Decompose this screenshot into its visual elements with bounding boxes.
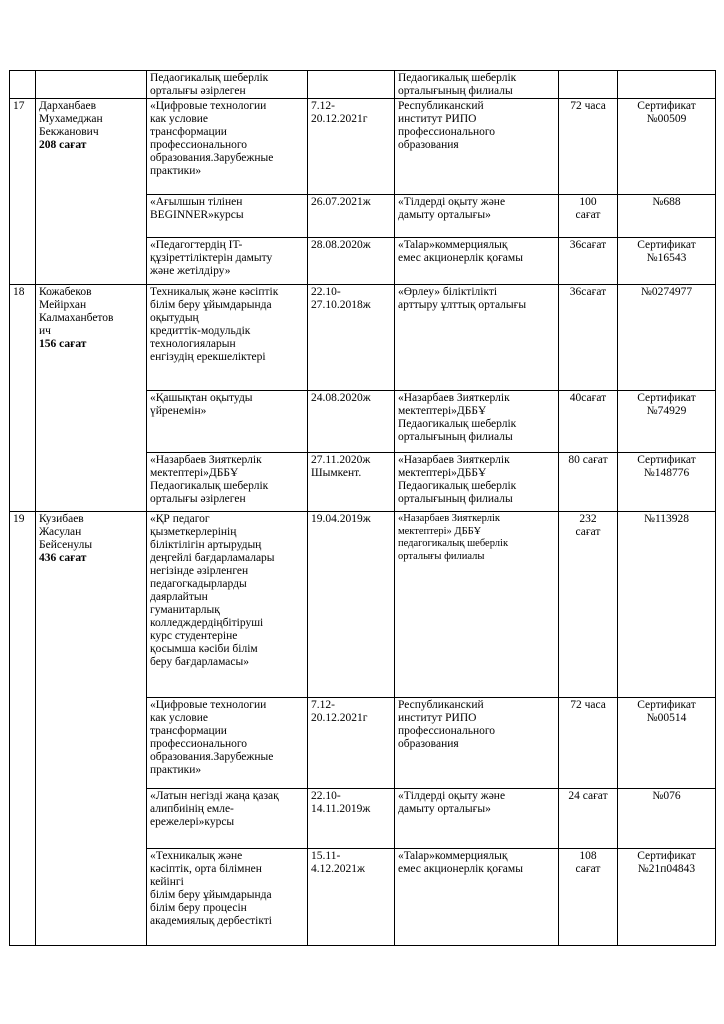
table-row [10, 285, 716, 391]
document-cell: Сертификат №21п04843 [618, 849, 716, 946]
hours-cell: 72 часа [559, 99, 618, 195]
organization-cell: «Назарбаев Зияткерлік мектептері» ДББҰ педагогикалық шеберлік орталығы филиалы [395, 512, 559, 698]
date-cell: 24.08.2020ж [308, 391, 395, 453]
document-cell: №688 [618, 195, 716, 238]
number-cell: 17 [10, 99, 36, 285]
date-cell: 7.12- 20.12.2021г [308, 698, 395, 789]
course-topic-cell: «Техникалық және кәсіптік, орта білімнен кейінгі білім беру ұйымдарында білім беру процесін академиялық дербестікті [147, 849, 308, 946]
hours-cell: 24 сағат [559, 789, 618, 849]
hours-cell [559, 71, 618, 99]
course-topic-cell: Педаогикалық шеберлік орталығы әзірлеген [147, 71, 308, 99]
date-cell: 19.04.2019ж [308, 512, 395, 698]
date-cell: 7.12- 20.12.2021г [308, 99, 395, 195]
number-cell [10, 71, 36, 99]
document-cell: Сертификат №16543 [618, 238, 716, 285]
hours-cell: 36сағат [559, 238, 618, 285]
total-hours: 156 сағат [39, 338, 87, 350]
hours-cell: 80 сағат [559, 453, 618, 512]
date-cell: 28.08.2020ж [308, 238, 395, 285]
hours-cell: 40сағат [559, 391, 618, 453]
date-cell: 22.10- 27.10.2018ж [308, 285, 395, 391]
hours-cell: 100 сағат [559, 195, 618, 238]
course-topic-cell: Техникалық және кәсіптік білім беру ұйымдарында оқытудың кредиттік-модульдік технологияларын енгізудің ерекшеліктері [147, 285, 308, 391]
table-row [10, 512, 716, 698]
course-topic-cell: «Назарбаев Зияткерлік мектептері»ДББҰ Педаогикалық шеберлік орталығы әзірлеген [147, 453, 308, 512]
name-cell [36, 71, 147, 99]
document-cell: Сертификат №148776 [618, 453, 716, 512]
date-cell: 22.10- 14.11.2019ж [308, 789, 395, 849]
course-topic-cell: «ҚР педагог қызметкерлерінің біліктілігін артырудың деңгейлі бағдарламалары негізінде әзірленген педагогкадырларды даярлайтын гуманитарлық колледждердіңбітіруші курс студентеріне қосымша кәсіби білім беру бағдарламасы» [147, 512, 308, 698]
course-topic-cell: «Цифровые технологии как условие трансформации профессионального образования.Зарубежные практики» [147, 99, 308, 195]
hours-cell: 232 сағат [559, 512, 618, 698]
date-cell [308, 71, 395, 99]
organization-cell: «Өрлеу» біліктілікті арттыру ұлттық орталығы [395, 285, 559, 391]
organization-cell: «Тілдерді оқыту және дамыту орталығы» [395, 789, 559, 849]
document-cell: №113928 [618, 512, 716, 698]
course-topic-cell: «Ағылшын тілінен BEGINNER»курсы [147, 195, 308, 238]
course-topic-cell: «Латын негізді жаңа қазақ алипбиінің емле- ережелері»курсы [147, 789, 308, 849]
document-cell: №0274977 [618, 285, 716, 391]
table-row [10, 71, 716, 99]
hours-cell: 36сағат [559, 285, 618, 391]
name-cell: Кожабеков Мейірхан Калмаханбетов ич 156 сағат [36, 285, 147, 512]
organization-cell: Республиканский институт РИПО профессионального образования [395, 698, 559, 789]
course-topic-cell: «Педагогтердің IT- құзіреттіліктерін дамыту және жетілдіру» [147, 238, 308, 285]
document-cell: Сертификат №74929 [618, 391, 716, 453]
name-cell: Кузибаев Жасулан Бейсенулы 436 сағат [36, 512, 147, 946]
organization-cell: «Talap»коммерциялық емес акционерлік қоғамы [395, 238, 559, 285]
organization-cell: Педаогикалық шеберлік орталығының филиалы [395, 71, 559, 99]
table-row [10, 99, 716, 195]
hours-cell: 72 часа [559, 698, 618, 789]
organization-cell: «Назарбаев Зияткерлік мектептері»ДББҰ Педаогикалық шеберлік орталығының филиалы [395, 391, 559, 453]
organization-cell: Республиканский институт РИПО профессионального образования [395, 99, 559, 195]
number-cell: 19 [10, 512, 36, 946]
document-cell [618, 71, 716, 99]
organization-cell: «Talap»коммерциялық емес акционерлік қоғамы [395, 849, 559, 946]
document-cell: Сертификат №00514 [618, 698, 716, 789]
date-cell: 15.11- 4.12.2021ж [308, 849, 395, 946]
name-cell: Дарханбаев Мухамеджан Бекжанович 208 сағат [36, 99, 147, 285]
document-cell: №076 [618, 789, 716, 849]
course-topic-cell: «Цифровые технологии как условие трансформации профессионального образования.Зарубежные практики» [147, 698, 308, 789]
hours-cell: 108 сағат [559, 849, 618, 946]
total-hours: 208 сағат [39, 139, 87, 151]
course-topic-cell: «Қашықтан оқытуды үйренемін» [147, 391, 308, 453]
document-cell: Сертификат №00509 [618, 99, 716, 195]
number-cell: 18 [10, 285, 36, 512]
total-hours: 436 сағат [39, 552, 87, 564]
date-cell: 26.07.2021ж [308, 195, 395, 238]
organization-cell: «Тілдерді оқыту және дамыту орталығы» [395, 195, 559, 238]
organization-cell: «Назарбаев Зияткерлік мектептері»ДББҰ Педаогикалық шеберлік орталығының филиалы [395, 453, 559, 512]
training-records-table [9, 70, 716, 946]
date-cell: 27.11.2020ж Шымкент. [308, 453, 395, 512]
